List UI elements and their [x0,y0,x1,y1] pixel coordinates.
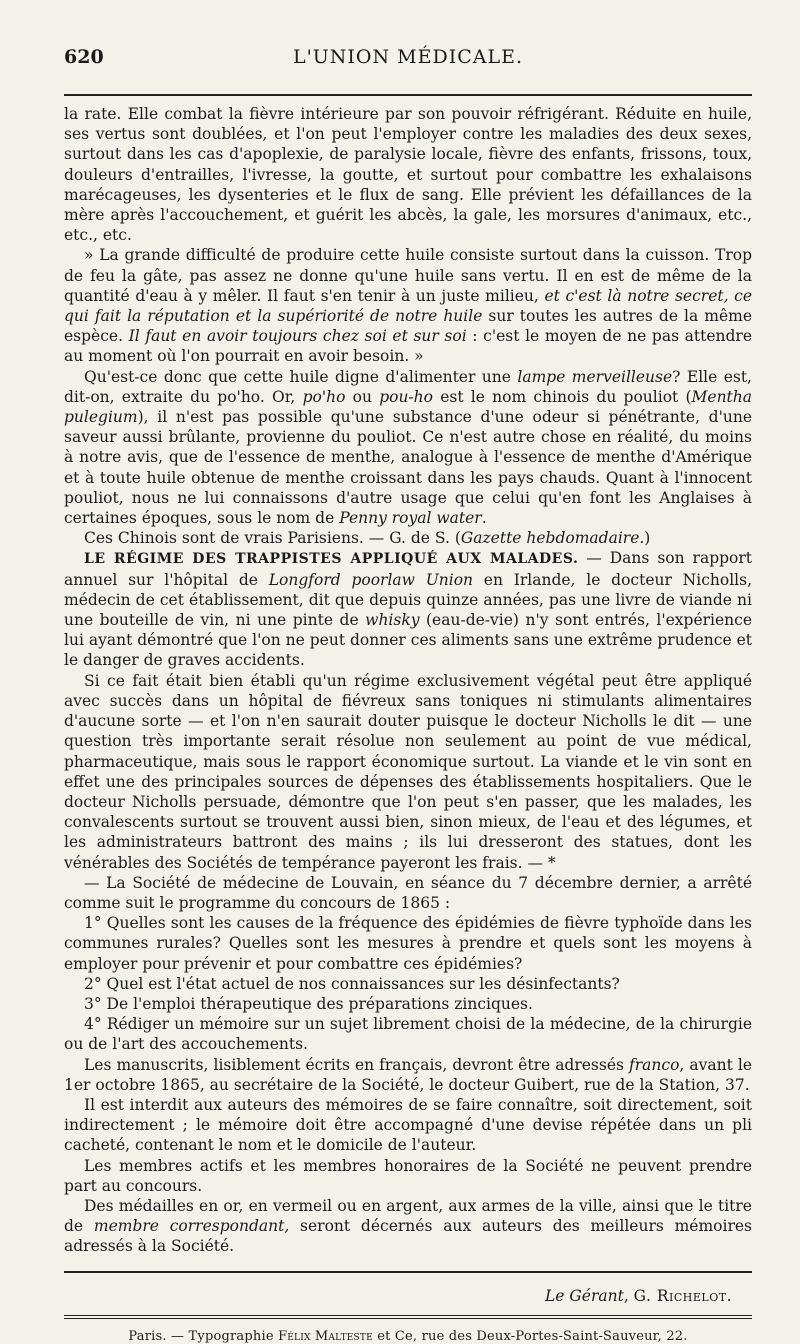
text-run: Qu'est-ce donc que cette huile digne d'alimenter une [84,367,518,386]
italic-text: lampe merveilleuse [517,367,673,386]
italic-text: Gazette hebdomadaire. [460,529,645,548]
paragraph: Les membres actifs et les membres honoraires de la Société ne peuvent prendre part au concours. [64,1156,752,1195]
contest-question-list [64,913,752,1054]
paragraph [64,245,752,366]
list-item: 1° Quelles sont les causes de la fréquence des épidémies de fièvre typhoïde dans les communes rurales? Quelles sont les mesures à prendre et quels sont les moyens à employer pour prévenir et pour combattre ces épidémies? [64,914,752,973]
paragraph: Il est interdit aux auteurs des mémoires de se faire connaître, soit directement, soit indirectement ; le mémoire doit être accompagné d'une devise répétée dans un pli cacheté, contenant le nom et le domicile de l'auteur. [64,1095,752,1155]
paragraph: la rate. Elle combat la fièvre intérieure par son pouvoir réfrigérant. Réduite en huile, ses vertus sont doublées, et l'on peut l'employer contre les maladies des deux sexes, surtout dans les cas d'apoplexie, de paralysie locale, fièvre des enfants, frissons, toux, douleurs d'entrailles, l'ivresse, la goutte, et surtout pour combattre les exhalaisons marécageuses, les dysenteries et le flux de sang. Elle prévient les défaillances de la mère après l'accouchement, et guérit les abcès, la gale, les morsures d'animaux, etc., etc., etc. [64,105,752,245]
italic-text: po'ho [302,387,346,406]
header-rule [64,94,752,96]
text-run: (eau-de-vie) n'y sont entrés, l'expérience lui ayant démontré que l'on ne peut donner ces aliments sans une extrême prudence et le danger de graves accidents. [64,611,752,670]
paragraph [64,548,752,670]
text-run: ? Elle est, dit-on, extraite du po'ho. Or, [64,367,752,406]
section-heading: LE RÉGIME DES TRAPPISTES APPLIQUÉ AUX MALADES. [84,551,579,568]
running-title: L'UNION MÉDICALE. [292,46,524,68]
text-run: : c'est le moyen de ne pas attendre au moment où l'on pourrait en avoir besoin. » [64,327,753,366]
italic-text: Il faut en avoir toujours chez soi et sur soi [128,327,467,346]
text-run: , avant le 1er octobre 1865, au secrétaire de la Société, le docteur Guibert, rue de la Station, 37. [64,1055,752,1094]
printer-imprint [64,1329,752,1344]
signature: Le Gérant, G. Richelot. [545,1286,732,1305]
page-header [64,44,752,74]
text-run: Ces Chinois sont de vrais Parisiens. — G. de S. ( [84,529,461,548]
text-run: ou [345,387,380,406]
signature-name: G. Richelot. [633,1286,732,1305]
paragraph [64,367,752,529]
paragraph: — La Société de médecine de Louvain, en séance du 7 décembre dernier, a arrêté comme suit le programme du concours de 1865 : [64,873,752,912]
text-run: . [481,509,487,528]
article-body [64,104,752,1257]
text-run: sur toutes les autres de la même espèce. [64,307,752,346]
text-run: Paris. — Typographie [128,1328,279,1344]
paragraph [64,1055,752,1095]
italic-text: Penny royal water [339,509,482,528]
italic-text: et c'est là notre secret, ce qui fait la réputation et la supériorité de notre huile [64,286,753,326]
italic-text: Mentha pulegium [64,387,753,427]
page-number: 620 [64,46,104,68]
footer-rule [64,1271,752,1273]
text-run: seront décernés aux auteurs des meilleurs mémoires adressés à la Société. [64,1217,752,1256]
text-run: Des médailles en or, en vermeil ou en argent, aux armes de la ville, ainsi que le titre de [64,1196,752,1236]
paragraph: Si ce fait était bien établi qu'un régime exclusivement végétal peut être appliqué avec succès dans un hôpital de fiévreux sans toniques ni stimulants alimentaires d'aucune sorte — et l'on n'en saurait douter puisque le docteur Nicholls le dit — une question très importante serait résolue non seulement au point de vue médical, pharmaceutique, mais sous le rapport économique surtout. La viande et le vin sont en effet une des principales sources de dépenses des établissements hospitaliers. Que le docteur Nicholls persuade, démontre que l'on peut s'en passer, que les malades, les convalescents surtout se trouvent aussi bien, sinon mieux, de l'eau et des légumes, et les administrateurs battront des mains ; ils lui dresseront des statues, dont les vénérables des Sociétés de tempérance payeront les frais. — * [64,671,752,872]
paragraph [64,528,752,548]
printer-name: Félix Malteste [278,1328,373,1344]
printer-rule [64,1318,752,1319]
list-item: 2° Quel est l'état actuel de nos connaissances sur les désinfectants? [84,974,620,993]
text-run: ), il n'est pas possible qu'une substance d'une odeur si pénétrante, d'une saveur aussi brûlante, provienne du pouliot. Ce n'est autre chose en réalité, du moins à notre avis, que de l'essence de menthe, analogue à l'essence de menthe d'Amérique et à toute huile obtenue de menthe croissant dans les pays chauds. Quant à l'innocent pouliot, nous ne lui connaissons d'autre usage que celui qu'en font les Anglaises à certaines époques, sous le nom de [64,408,752,528]
text-run: est le nom chinois du pouliot ( [432,387,692,406]
text-run: et Ce, rue des Deux-Portes-Saint-Sauveur, 22. [372,1328,688,1344]
text-run: ) [644,529,651,548]
italic-text: Longford poorlaw Union [268,570,474,589]
signature-role: Le Gérant [545,1286,624,1305]
italic-text: franco [629,1055,680,1074]
text-run: en Irlande, le docteur Nicholls, médecin de cet établissement, dit que depuis quinze années, pas une livre de viande ni une bouteille de vin, ni une pinte de [64,570,752,630]
italic-text: membre correspondant, [93,1217,290,1236]
text-run: » La grande difficulté de produire cette huile consiste surtout dans la cuisson. Trop de feu la gâte, pas assez ne donne qu'une huile sans vertu. Il en est de même de la quantité d'eau à y mêler. Il faut s'en tenir à un juste milieu, [64,246,752,305]
list-item: 4° Rédiger un mémoire sur un sujet librement choisi de la médecine, de la chirurgie ou de l'art des accouchements. [64,1015,752,1054]
list-item: 3° De l'emploi thérapeutique des préparations zinciques. [84,994,533,1013]
text-run: Les manuscrits, lisiblement écrits en français, devront être adressés [84,1055,630,1074]
italic-text: pou-ho [379,387,433,406]
paragraph [64,1196,752,1257]
italic-text: whisky [365,611,420,630]
printer-rule [64,1315,752,1316]
text-run: — Dans son rapport annuel sur l'hôpital de [64,549,753,589]
